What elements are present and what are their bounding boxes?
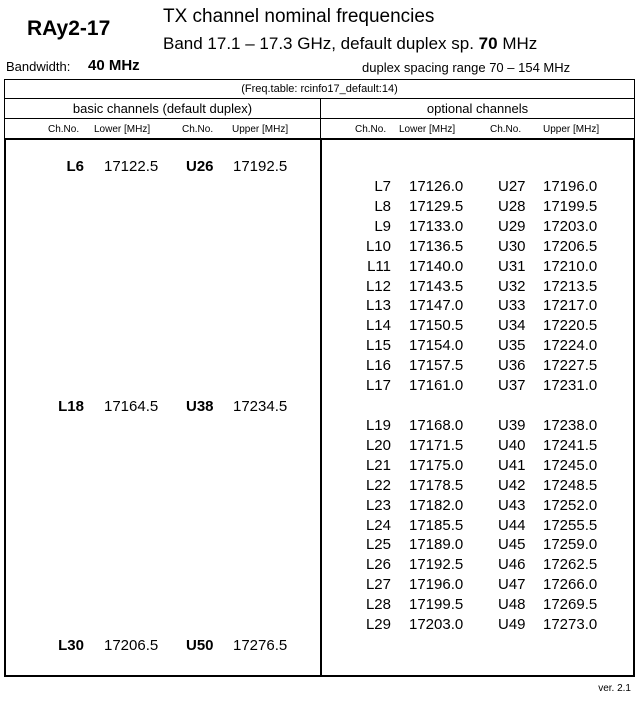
col-header-basic-lower-chno: Ch.No.: [48, 124, 80, 135]
lower-frequency: 17150.5: [409, 317, 464, 335]
upper-frequency: 17199.5: [543, 197, 598, 215]
upper-frequency: 17266.0: [543, 576, 598, 594]
optional-channel-row: [0, 218, 639, 238]
duplex-range: duplex spacing range 70 – 154 MHz: [362, 60, 571, 75]
lower-channel-number: L23: [365, 496, 391, 514]
col-header-opt-upper: Upper [MHz]: [543, 124, 600, 135]
upper-channel-number: U47: [498, 576, 526, 594]
optional-channel-row: [0, 258, 639, 278]
col-header-opt-lower-chno: Ch.No.: [355, 124, 387, 135]
rule-under-header: [4, 79, 635, 80]
default-duplex-value: 70: [478, 34, 498, 53]
default-duplex-unit: MHz: [502, 34, 538, 53]
optional-channel-row: [0, 417, 639, 437]
upper-frequency: 17206.5: [543, 237, 598, 255]
lower-frequency: 17189.0: [409, 536, 464, 554]
optional-channel-row: [0, 477, 639, 497]
model-name: RAy2-17: [27, 17, 111, 40]
upper-frequency: 17213.5: [543, 277, 598, 295]
upper-channel-number: U39: [498, 417, 526, 434]
band-range-text: Band 17.1 – 17.3 GHz, default duplex sp.: [163, 34, 474, 53]
lower-frequency: 17154.0: [409, 337, 464, 355]
optional-channel-row: [0, 457, 639, 477]
lower-frequency: 17126.0: [409, 178, 464, 195]
optional-channel-row: [0, 576, 639, 596]
upper-channel-number: U31: [498, 257, 526, 275]
lower-channel-number: L12: [365, 277, 391, 295]
optional-channel-row: [0, 616, 639, 636]
upper-frequency: 17269.5: [543, 596, 598, 614]
upper-channel-number: U49: [498, 616, 526, 633]
lower-frequency: 17192.5: [409, 556, 464, 574]
lower-frequency: 17161.0: [409, 377, 464, 394]
optional-channel-row: [0, 556, 639, 576]
band-subtitle: [163, 34, 537, 54]
lower-channel-number: L30: [58, 637, 84, 654]
upper-frequency: 17217.0: [543, 297, 598, 315]
upper-channel-number: U28: [498, 197, 526, 215]
upper-channel-number: U33: [498, 297, 526, 315]
upper-channel-number: U36: [498, 357, 526, 375]
upper-frequency: 17241.5: [543, 436, 598, 454]
optional-channel-row: [0, 178, 639, 198]
upper-channel-number: U37: [498, 377, 526, 394]
lower-frequency: 17136.5: [409, 237, 464, 255]
optional-channel-row: [0, 536, 639, 556]
lower-frequency: 17178.5: [409, 476, 464, 494]
lower-channel-number: L22: [365, 476, 391, 494]
upper-channel-number: U42: [498, 476, 526, 494]
lower-frequency: 17164.5: [104, 398, 159, 415]
lower-channel-number: L6: [66, 158, 84, 175]
bandwidth-value: 40 MHz: [88, 57, 140, 74]
upper-channel-number: U32: [498, 277, 526, 295]
lower-channel-number: L9: [374, 217, 391, 235]
upper-frequency: 17238.0: [543, 417, 598, 434]
lower-channel-number: L16: [365, 357, 391, 375]
upper-channel-number: U48: [498, 596, 526, 614]
lower-channel-number: L11: [367, 257, 391, 275]
col-header-basic-lower: Lower [MHz]: [94, 124, 151, 135]
lower-frequency: 17196.0: [409, 576, 464, 594]
upper-frequency: 17248.5: [543, 476, 598, 494]
lower-frequency: 17203.0: [409, 616, 464, 633]
basic-channel-row: [0, 158, 639, 178]
lower-frequency: 17182.0: [409, 496, 464, 514]
optional-channels-header: optional channels: [426, 101, 529, 116]
upper-channel-number: U41: [498, 456, 526, 474]
lower-frequency: 17122.5: [104, 158, 159, 175]
lower-channel-number: L19: [365, 417, 391, 434]
lower-channel-number: L13: [365, 297, 391, 315]
optional-channel-row: [0, 517, 639, 537]
lower-channel-number: L25: [365, 536, 391, 554]
page-title: TX channel nominal frequencies: [163, 6, 435, 27]
upper-channel-number: U45: [498, 536, 526, 554]
optional-channel-row: [0, 437, 639, 457]
optional-channel-row: [0, 278, 639, 298]
optional-channel-row: [0, 317, 639, 337]
upper-channel-number: U30: [498, 237, 526, 255]
upper-frequency: 17220.5: [543, 317, 598, 335]
lower-channel-number: L18: [58, 398, 84, 415]
optional-channel-row: [0, 497, 639, 517]
upper-frequency: 17259.0: [543, 536, 598, 554]
lower-frequency: 17157.5: [409, 357, 464, 375]
upper-channel-number: U29: [498, 217, 526, 235]
lower-frequency: 17168.0: [409, 417, 464, 434]
version-label: ver. 2.1: [598, 683, 631, 694]
upper-frequency: 17203.0: [543, 217, 598, 235]
upper-channel-number: U50: [186, 637, 214, 654]
lower-frequency: 17175.0: [409, 456, 464, 474]
upper-frequency: 17231.0: [543, 377, 598, 394]
col-header-basic-upper: Upper [MHz]: [232, 124, 289, 135]
lower-frequency: 17171.5: [409, 436, 464, 454]
lower-channel-number: L10: [365, 237, 391, 255]
lower-channel-number: L26: [365, 556, 391, 574]
upper-channel-number: U34: [498, 317, 526, 335]
lower-channel-number: L15: [365, 337, 391, 355]
lower-frequency: 17206.5: [104, 637, 159, 654]
upper-frequency: 17196.0: [543, 178, 598, 195]
col-header-opt-lower: Lower [MHz]: [399, 124, 456, 135]
optional-channel-row: [0, 198, 639, 218]
lower-frequency: 17143.5: [409, 277, 464, 295]
lower-channel-number: L17: [365, 377, 391, 394]
upper-channel-number: U40: [498, 436, 526, 454]
lower-frequency: 17133.0: [409, 217, 464, 235]
lower-frequency: 17185.5: [409, 516, 464, 534]
optional-channel-row: [0, 297, 639, 317]
lower-channel-number: L29: [365, 616, 391, 633]
upper-channel-number: U46: [498, 556, 526, 574]
optional-channel-row: [0, 377, 639, 397]
basic-channel-row: [0, 398, 639, 418]
col-header-basic-upper-chno: Ch.No.: [182, 124, 214, 135]
upper-channel-number: U26: [186, 158, 214, 175]
basic-channels-header: basic channels (default duplex): [72, 101, 253, 116]
upper-channel-number: U44: [498, 516, 526, 534]
lower-channel-number: L21: [365, 456, 391, 474]
upper-frequency: 17192.5: [233, 158, 288, 175]
basic-channel-row: [0, 637, 639, 657]
upper-frequency: 17262.5: [543, 556, 598, 574]
lower-channel-number: L24: [365, 516, 391, 534]
upper-frequency: 17234.5: [233, 398, 288, 415]
upper-channel-number: U43: [498, 496, 526, 514]
upper-frequency: 17224.0: [543, 337, 598, 355]
upper-frequency: 17245.0: [543, 456, 598, 474]
lower-channel-number: L8: [374, 197, 391, 215]
upper-channel-number: U27: [498, 178, 526, 195]
lower-channel-number: L7: [374, 178, 391, 195]
upper-frequency: 17255.5: [543, 516, 598, 534]
col-header-opt-upper-chno: Ch.No.: [490, 124, 522, 135]
optional-channel-row: [0, 337, 639, 357]
lower-channel-number: L14: [365, 317, 391, 335]
optional-channel-row: [0, 357, 639, 377]
lower-channel-number: L20: [365, 436, 391, 454]
lower-channel-number: L27: [365, 576, 391, 594]
upper-frequency: 17273.0: [543, 616, 598, 633]
lower-frequency: 17199.5: [409, 596, 464, 614]
upper-frequency: 17227.5: [543, 357, 598, 375]
lower-channel-number: L28: [365, 596, 391, 614]
section-divider: [320, 98, 321, 138]
upper-frequency: 17252.0: [543, 496, 598, 514]
upper-channel-number: U35: [498, 337, 526, 355]
upper-channel-number: U38: [186, 398, 214, 415]
optional-channel-row: [0, 238, 639, 258]
lower-frequency: 17129.5: [409, 197, 464, 215]
upper-frequency: 17276.5: [233, 637, 288, 654]
lower-frequency: 17140.0: [409, 257, 464, 275]
upper-frequency: 17210.0: [543, 257, 598, 275]
lower-frequency: 17147.0: [409, 297, 464, 315]
freq-table-label: (Freq.table: rcinfo17_default:14): [241, 83, 398, 95]
optional-channel-row: [0, 596, 639, 616]
bandwidth-label: Bandwidth:: [6, 59, 71, 74]
